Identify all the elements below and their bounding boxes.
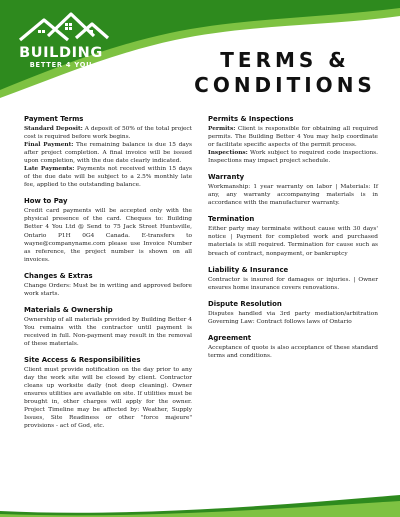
section-body xyxy=(24,141,192,165)
section-materials-ownership xyxy=(24,306,192,348)
section-changes-extras xyxy=(24,272,192,298)
section-heading: Termination xyxy=(208,215,255,224)
section-heading: Materials & Ownership xyxy=(24,305,113,314)
logo-text-tagline: BETTER 4 YOU xyxy=(29,61,93,69)
section-body: Change Orders: Must be in writing and approved before work starts. xyxy=(24,282,192,297)
right-column xyxy=(208,115,378,368)
section-heading: Site Access & Responsibilities xyxy=(24,355,141,364)
section-how-to-pay xyxy=(24,197,192,263)
term-label: Standard Deposit: xyxy=(24,126,83,132)
house-roofs-icon xyxy=(6,6,116,46)
logo-text-building: BUILDING xyxy=(19,45,103,61)
section-dispute-resolution xyxy=(208,300,378,326)
section-permits-inspections xyxy=(208,115,378,165)
term-text: The remaining balance is due 15 days after project completion. A final invoice will be issued upon completion, with the due date clearly indicated. xyxy=(24,142,192,165)
section-heading: Changes & Extras xyxy=(24,271,93,280)
section-heading: Warranty xyxy=(208,173,245,182)
section-body xyxy=(208,149,378,165)
section-body: Either party may terminate without cause with 30 days' notice | Payment for completed work and purchased materials is still required. Termination for cause such as breach of contract, nonpayment, or bankruptcy xyxy=(208,226,378,257)
section-payment-terms xyxy=(24,115,192,189)
section-heading: Agreement xyxy=(208,333,252,342)
section-heading: How to Pay xyxy=(24,197,68,206)
section-body: Acceptance of quote is also acceptance of these standard terms and conditions. xyxy=(208,344,378,359)
page-title-line2: CONDITIONS xyxy=(194,73,376,97)
section-body: Client must provide notification on the day prior to any day the work site will be closed by client. Contractor cleans up worksite daily (not deep cleaning). Owner ensures utilities are available on site. If utilities must be brought in, other charges will apply for the owner. Project Timeline may be affected by: Weather, Supply Issues, Site Readiness or other "force majeure" provisions - act of God, etc. xyxy=(24,366,192,430)
section-body: Disputes handled via 3rd party mediation/arbitration Governing Law: Contract follows laws of Ontario xyxy=(208,310,378,325)
footer-wave xyxy=(0,495,400,517)
term-text: Client is responsible for obtaining all required permits. The Building Better 4 You may help coordinate or facilitate specific aspects of the permit process. xyxy=(208,126,378,149)
term-text: A deposit of 50% of the total project cost is required before work begins. xyxy=(24,126,192,141)
section-body: Contractor is insured for damages or injuries. | Owner ensures home insurance covers renovations. xyxy=(208,276,378,291)
section-liability-insurance xyxy=(208,266,378,292)
section-agreement xyxy=(208,334,378,360)
section-heading: Payment Terms xyxy=(24,115,84,123)
section-warranty xyxy=(208,173,378,207)
section-heading: Permits & Inspections xyxy=(208,115,294,123)
section-body xyxy=(24,165,192,189)
section-termination xyxy=(208,215,378,257)
term-text: Work subject to required code inspections. Inspections may impact project schedule. xyxy=(208,150,378,165)
company-logo xyxy=(6,6,116,74)
term-label: Permits: xyxy=(208,126,236,132)
left-column xyxy=(24,115,192,438)
section-site-access xyxy=(24,356,192,430)
section-heading: Liability & Insurance xyxy=(208,265,289,274)
section-body: Ownership of all materials provided by Building Better 4 You remains with the contractor until payment is received in full. Non-payment may result in the removal of these materials. xyxy=(24,316,192,347)
page-title-line1: TERMS & xyxy=(220,48,350,72)
section-body: Credit card payments will be accepted only with the physical presence of the card. Cheques to: Building Better 4 You Ltd @ Send to 75 Jack Street Huntsville, Ontario P1H 0G4 Canada. E-transfers to wayne@companyname.com please use Invoice Number as reference, the project number is shown on all invoices. xyxy=(24,208,192,263)
term-text: Payments not received within 15 days of the due date will be subject to a 2.5% monthly late fee, applied to the outstanding balance. xyxy=(24,166,192,189)
term-label: Final Payment: xyxy=(24,142,74,149)
term-label: Inspections: xyxy=(208,150,248,157)
section-body: Workmanship: 1 year warranty on labor | Materials: If any, any warranty accompanying materials is in accordance with the manufacturer warranty. xyxy=(208,184,378,207)
section-heading: Dispute Resolution xyxy=(208,299,282,308)
section-body xyxy=(24,125,192,141)
term-label: Late Payments: xyxy=(24,166,75,173)
section-body xyxy=(208,125,378,149)
